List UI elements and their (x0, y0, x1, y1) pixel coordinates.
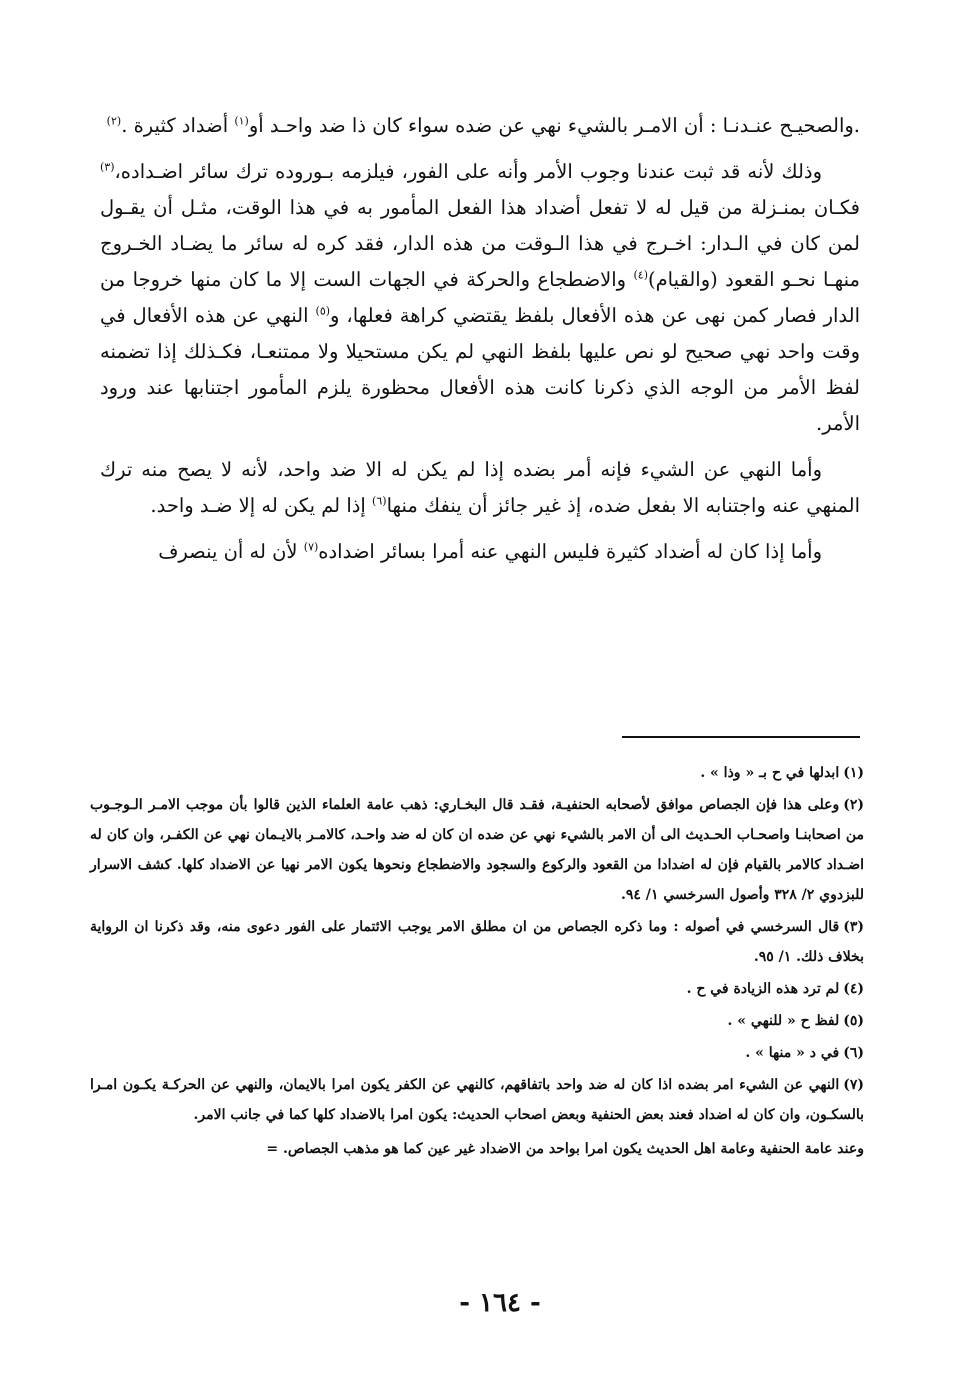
paragraph-2: وذلك لأنه قد ثبت عندنا وجوب الأمر وأنه على الفور، فيلزمه بـوروده ترك سائر اضـداده،$^{(٣)}$ فكـان بمنـزلة من قيل له لا تفعل أضداد هذا الفعل المأمور به في هذا الوقت، مثـل أن يقـول لمن كان في الـدار: اخـرج في هذا الـوقت من هذه الدار، فقد كره له سائر ما يضـاد الخـروج منهـا نحـو القعود (والقيام)$^{(٤)}$ والاضطجاع والحركة في الجهات الست إلا ما كان منها خروجا من الدار فصار كمن نهى عن هذه الأفعال بلفظ يقتضي كراهة فعلها، و$^{(٥)}$ النهي عن هذه الأفعال في وقت واحد نهي صحيح لو نص عليها بلفظ النهي لم يكن مستحيلا ولا ممتنعـا، فكـذلك إذا تضمنه لفظ الأمر من الوجه الذي ذكرنا كانت هذه الأفعال محظورة يلزم المأمور اجتنابها عند ورود الأمر. (100, 160, 860, 435)
page-number: - ١٦٤ - (459, 1288, 541, 1318)
footnote-marker[interactable]: (٢) (106, 114, 122, 128)
footnotes (90, 758, 864, 1166)
footnote-continuation: وعند عامة الحنفية وعامة اهل الحديث يكون امرا بواحد من الاضداد غير عين كما هو مذهب الجصاص. = (266, 1141, 864, 1157)
footnote-marker[interactable]: (٣) (100, 160, 115, 174)
footnote-marker[interactable]: (٦) (372, 494, 387, 508)
footnote: (٦)في د « منها » . (745, 1045, 864, 1061)
footnote-marker[interactable]: (١) (234, 114, 249, 128)
footnote-marker[interactable]: (٥) (315, 304, 331, 318)
footnote: (٤)لم ترد هذه الزيادة في ح . (686, 981, 864, 997)
footnote-separator (622, 736, 860, 738)
paragraph-1: .والصحيـح عنـدنـا : أن الامـر بالشيء نهي عن ضده سواء كان ذا ضد واحـد أو$^{(١)}$ أضداد كثيرة .$^{(٢)}$ (106, 114, 860, 137)
main-text (100, 108, 860, 580)
paragraph-4: وأما إذا كان له أضداد كثيرة فليس النهي عنه أمرا بسائر اضداده$^{(٧)}$ لأن له أن ينصرف (158, 540, 822, 563)
footnote-marker[interactable]: (٤) (633, 268, 648, 282)
footnote: (١)ابدلها في ح بـ « وذا » . (700, 765, 864, 781)
footnote: (٧)النهي عن الشيء امر بضده اذا كان له ضد واحد باتفاقهم، كالنهي عن الكفر يكون امرا بالايمان، والنهي عن الحركـة يكـون امـرا بالسكـون، وان كان له اضداد فعند بعض الحنفية وبعض اصحاب الحديث: يكون امرا بالاضداد كلها كما في جانب الامر. (90, 1077, 864, 1123)
footnote: (٣)قال السرخسي في أصوله : وما ذكره الجصاص من ان مطلق الامر يوجب الائتمار على الفور دعوى منه، وقد ذكرنا ان الرواية بخلاف ذلك. ١/ ٩٥. (90, 919, 864, 965)
footnote: (٢)وعلى هذا فإن الجصاص موافق لأصحابه الحنفيـة، فقـد قال البخـاري: ذهب عامة العلماء الذين قالوا بأن موجب الامـر الـوجـوب من اصحابنـا واصحـاب الحـديث الى أن الامر بالشيء نهي عن ضده ان كان له ضد واحـد، كالامـر بالايـمان نهي عن الكفـر، وان كان له اضـداد كالامر بالقيام فإن له اضدادا من القعود والركوع والسجود والاضطجاع ونحوها يكون الامر نهيا عن الاضداد كلها. كشف الاسرار للبزدوي ٢/ ٣٢٨ وأصول السرخسي ١/ ٩٤. (90, 797, 864, 903)
paragraph-3: وأما النهي عن الشيء فإنه أمر بضده إذا لم يكن له الا ضد واحد، لأنه لا يصح منه ترك المنهي عنه واجتنابه الا بفعل ضده، إذ غير جائز أن ينفك منها$^{(٦)}$ إذا لم يكن له إلا ضـد واحد. (100, 458, 860, 517)
footnote-marker[interactable]: (٧) (303, 540, 319, 554)
footnote: (٥)لفظ ح « للنهي » . (727, 1013, 864, 1029)
